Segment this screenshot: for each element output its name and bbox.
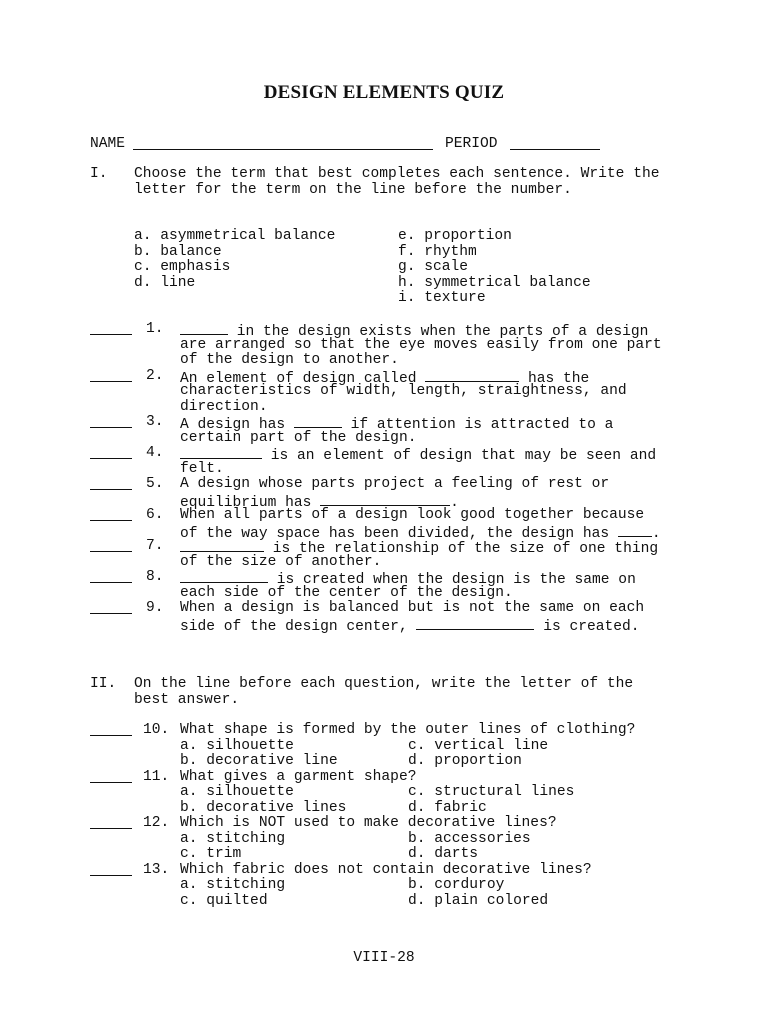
question-number: 2. xyxy=(146,367,164,384)
answer-blank[interactable] xyxy=(90,770,132,783)
term-option: c. emphasis xyxy=(134,259,231,275)
question-text: each side of the center of the design. xyxy=(180,584,513,601)
question-text-after-blank: . xyxy=(651,525,661,542)
question-text-before-blank: An element of design called xyxy=(180,370,426,387)
answer-option: b. corduroy xyxy=(408,877,505,893)
question-text: are arranged so that the eye moves easily from one part xyxy=(180,336,662,353)
answer-blank[interactable] xyxy=(90,446,132,459)
answer-blank[interactable] xyxy=(90,539,132,552)
fill-in-blank[interactable] xyxy=(618,524,652,537)
term-option: h. symmetrical balance xyxy=(398,274,591,291)
question-text: A design whose parts project a feeling of rest or xyxy=(180,476,610,492)
term-option: a. asymmetrical balance xyxy=(134,228,336,244)
answer-option: a. stitching xyxy=(180,830,286,847)
answer-option: b. decorative lines xyxy=(180,799,347,816)
question-number: 4. xyxy=(146,445,164,461)
answer-blank[interactable] xyxy=(90,508,132,521)
question-text-after-blank: . xyxy=(450,494,459,511)
page-title: DESIGN ELEMENTS QUIZ xyxy=(263,82,505,103)
instruction-line: On the line before each question, write the letter of the xyxy=(134,676,634,692)
term-option: g. scale xyxy=(398,259,469,275)
name-field[interactable] xyxy=(133,137,433,150)
page-number: VIII-28 xyxy=(353,950,415,966)
fill-in-blank[interactable] xyxy=(425,369,519,382)
instruction-line: letter for the term on the line before the number. xyxy=(134,181,572,198)
question-text: certain part of the design. xyxy=(180,429,417,446)
question-number: 7. xyxy=(146,538,164,554)
answer-blank[interactable] xyxy=(90,369,132,382)
instruction-line: Choose the term that best completes each sentence. Write the xyxy=(134,166,660,182)
answer-blank[interactable] xyxy=(90,863,132,876)
answer-blank[interactable] xyxy=(90,601,132,614)
question-text: Which fabric does not contain decorative lines? xyxy=(180,861,592,878)
question-text-before-blank: A design has xyxy=(180,417,294,433)
fill-in-blank[interactable] xyxy=(180,539,264,552)
term-option: i. texture xyxy=(398,290,486,306)
question-text: of the design to another. xyxy=(180,352,399,368)
fill-in-blank[interactable] xyxy=(180,570,268,583)
question-text-after-blank: is created. xyxy=(534,618,640,635)
question-number: 12. xyxy=(143,815,170,831)
answer-blank[interactable] xyxy=(90,477,132,490)
question-text-after-blank: has the xyxy=(519,370,590,387)
question-text: What gives a garment shape? xyxy=(180,768,417,785)
term-option: d. line xyxy=(134,274,196,291)
question-number: 9. xyxy=(146,600,164,616)
question-number: 1. xyxy=(146,321,164,337)
question-text: of the size of another. xyxy=(180,553,382,570)
question-text: direction. xyxy=(180,398,268,415)
question-number: 5. xyxy=(146,476,164,492)
term-option: e. proportion xyxy=(398,228,512,244)
instruction-line: best answer. xyxy=(134,691,240,708)
section-numeral: II. xyxy=(90,676,117,692)
question-text-after-blank: is created when the design is the same on xyxy=(268,572,636,588)
answer-option: d. plain colored xyxy=(408,892,549,909)
period-field[interactable] xyxy=(510,137,600,150)
question-text-before-blank: equilibrium has xyxy=(180,494,321,511)
question-number: 3. xyxy=(146,414,164,430)
answer-blank[interactable] xyxy=(90,415,132,428)
answer-option: d. fabric xyxy=(408,799,487,816)
term-option: b. balance xyxy=(134,243,222,260)
answer-blank[interactable] xyxy=(90,322,132,335)
question-text: felt. xyxy=(180,460,224,477)
answer-option: c. structural lines xyxy=(408,784,575,800)
question-text-after-blank: in the design exists when the parts of a design xyxy=(228,324,649,340)
answer-option: a. silhouette xyxy=(180,784,294,800)
question-number: 8. xyxy=(146,569,164,585)
question-text xyxy=(180,446,656,465)
question-text: When a design is balanced but is not the same on each xyxy=(180,600,645,616)
answer-option: b. accessories xyxy=(408,830,531,847)
fill-in-blank[interactable] xyxy=(180,322,228,335)
question-number: 11. xyxy=(143,768,170,785)
fill-in-blank[interactable] xyxy=(320,493,450,506)
answer-option: c. quilted xyxy=(180,892,268,909)
term-option: f. rhythm xyxy=(398,243,477,260)
answer-option: a. silhouette xyxy=(180,737,294,754)
answer-option: c. trim xyxy=(180,846,242,862)
answer-option: c. vertical line xyxy=(408,737,549,754)
answer-option: d. darts xyxy=(408,846,479,862)
answer-option: b. decorative line xyxy=(180,753,338,769)
question-text-before-blank: of the way space has been divided, the design has xyxy=(180,525,618,542)
name-label: NAME xyxy=(90,136,126,152)
question-text-after-blank: is an element of design that may be seen and xyxy=(262,448,657,464)
period-label: PERIOD xyxy=(445,136,498,152)
question-text-after-blank: is the relationship of the size of one thing xyxy=(264,541,659,557)
question-text: When all parts of a design look good together because xyxy=(180,507,645,523)
question-text-after-blank: if attention is attracted to a xyxy=(341,417,614,433)
answer-option: d. proportion xyxy=(408,753,522,769)
section-numeral: I. xyxy=(90,166,108,182)
question-text xyxy=(180,617,640,636)
answer-blank[interactable] xyxy=(90,723,132,736)
question-text-before-blank: side of the design center, xyxy=(180,618,417,635)
answer-blank[interactable] xyxy=(90,816,132,829)
question-text: What shape is formed by the outer lines of clothing? xyxy=(180,722,636,738)
answer-option: a. stitching xyxy=(180,877,286,893)
fill-in-blank[interactable] xyxy=(294,415,342,428)
fill-in-blank[interactable] xyxy=(180,446,262,459)
question-number: 10. xyxy=(143,722,170,738)
fill-in-blank[interactable] xyxy=(416,617,534,630)
answer-blank[interactable] xyxy=(90,570,132,583)
question-text: Which is NOT used to make decorative lines? xyxy=(180,815,557,831)
question-number: 6. xyxy=(146,507,164,523)
question-text: characteristics of width, length, straightness, and xyxy=(180,383,627,399)
question-number: 13. xyxy=(143,861,170,878)
